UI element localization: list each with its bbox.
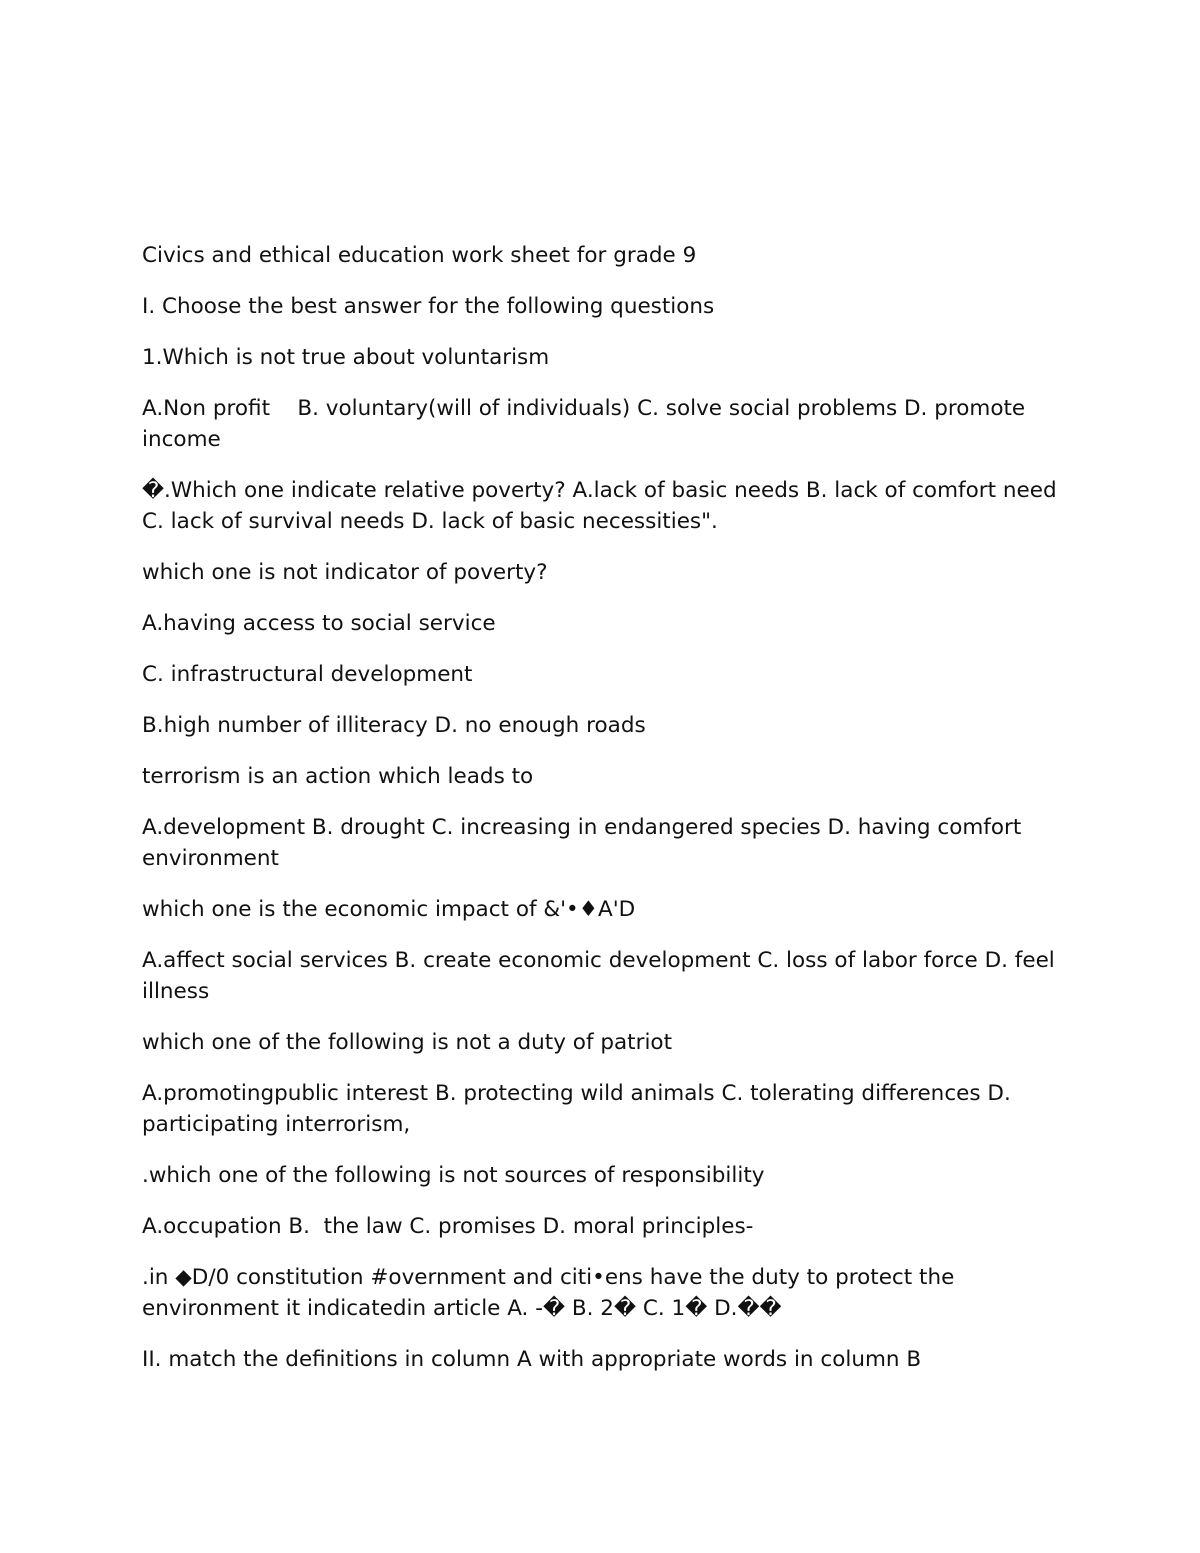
question-6: which one of the following is not a duty of patriot <box>142 1030 673 1055</box>
question-6-options: A.promotingpublic interest B. protecting wild animals C. tolerating differences D. participating interrorism, <box>142 1081 1018 1137</box>
question-4: terrorism is an action which leads to <box>142 764 534 789</box>
section-one-heading: I. Choose the best answer for the following questions <box>142 294 715 319</box>
question-7: .which one of the following is not sources of responsibility <box>142 1163 765 1188</box>
question-2: �.Which one indicate relative poverty? A.lack of basic needs B. lack of comfort need C. lack of survival needs D. lack of basic necessities". <box>142 478 1064 534</box>
worksheet-page <box>142 240 1062 1395</box>
question-3-option-c: C. infrastructural development <box>142 662 473 687</box>
question-5-options: A.affect social services B. create economic development C. loss of labor force D. feel illness <box>142 948 1062 1004</box>
question-1-options: A.Non profit B. voluntary(will of individuals) C. solve social problems D. promote income <box>142 396 1032 452</box>
question-3-option-a: A.having access to social service <box>142 611 496 636</box>
worksheet-title: Civics and ethical education work sheet for grade 9 <box>142 243 697 268</box>
question-7-options: A.occupation B. the law C. promises D. moral principles- <box>142 1214 754 1239</box>
question-5: which one is the economic impact of &'•♦A'D <box>142 897 636 922</box>
question-4-options: A.development B. drought C. increasing in endangered species D. having comfort environment <box>142 815 1029 871</box>
question-3: which one is not indicator of poverty? <box>142 560 548 585</box>
question-3-options-b-d: B.high number of illiteracy D. no enough roads <box>142 713 646 738</box>
question-8: .in ◆D/0 constitution #overnment and citi•ens have the duty to protect the environment it indicatedin article A. -� B. 2� C. 1� D.�� <box>142 1265 962 1321</box>
section-two-heading: II. match the definitions in column A with appropriate words in column B <box>142 1347 922 1372</box>
question-1: 1.Which is not true about voluntarism <box>142 345 550 370</box>
